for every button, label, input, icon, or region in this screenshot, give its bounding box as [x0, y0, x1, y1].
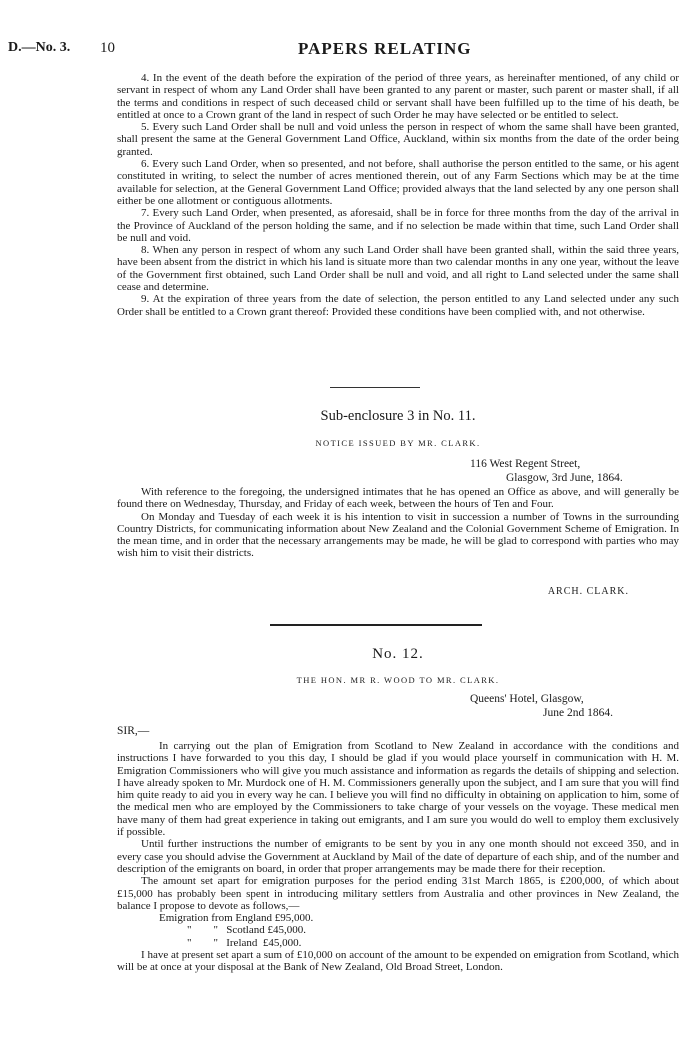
sub-enclosure-heading: Sub-enclosure 3 in No. 11.	[320, 408, 476, 424]
notice-signature: ARCH. CLARK.	[547, 586, 629, 597]
page-title: PAPERS RELATING	[298, 39, 472, 58]
letter-closing: I have at present set apart a sum of £10,000 on account of the amount to be expended on emigration from Scotland, which will be at once at your disposal at the Bank of New Zealand, Old Broad Street, London.	[117, 949, 679, 974]
salutation: SIR,—	[117, 725, 150, 737]
section-divider-thick	[270, 624, 482, 626]
letter-paragraph: In carrying out the plan of Emigration from Scotland to New Zealand in accordance with the conditions and instructions I have forwarded to you this day, I should be glad if you would place yourself in communication with H. M. Emigration Commissioners who will give you much assistance and information as regards the details of shipping and selection. I have already spoken to Mr. Murdock one of H. M. Commissioners generally upon the subject, and I am sure that you will find him quite ready to aid you in every way he can. I believe you will find no difficulty in obtaining on application to him, some of the medical men who are employed by the Commissioners to take charge of your vessels on the voyage. These medical men have many of them had great experience in taking out emigrants, and I am sure you would do well to employ them exclusively if possible.	[117, 740, 679, 839]
letter-paragraph: Until further instructions the number of emigrants to be sent by you in any one month should not exceed 350, and in every case you should advise the Government at Auckland by Mail of the date of departure of each ship, and of the number and description of the emigrants on board, in order that proper arrangements may be made there for their reception.	[117, 838, 679, 875]
section-divider	[330, 387, 420, 388]
sender-address-street: 116 West Regent Street,	[470, 458, 581, 470]
emigration-allocation: " " Ireland £45,000.	[187, 936, 302, 949]
notice-body	[117, 486, 679, 560]
letter-number: No. 12.	[372, 646, 424, 662]
letter-address: Queens' Hotel, Glasgow,	[470, 693, 584, 705]
page-header	[0, 40, 700, 60]
regulation-9: 9. At the expiration of three years from the date of selection, the person entitled to any Land selected under any such Order shall be entitled to a Crown grant thereof: Provided these conditions have been complied with, and not otherwise.	[117, 293, 679, 318]
letter-subheading: THE HON. MR R. WOOD TO MR. CLARK.	[296, 675, 500, 685]
regulation-5: 5. Every such Land Order shall be null and void unless the person in respect of whom the same shall have been granted, shall present the same at the General Government Land Office, Auckland, within six months from the date of the order being granted.	[117, 121, 679, 158]
document-reference: D.—No. 3.	[8, 40, 71, 55]
page-number: 10	[100, 40, 115, 56]
letter-body	[117, 740, 679, 974]
letter-date: June 2nd 1864.	[543, 707, 613, 719]
regulations-block	[117, 72, 679, 318]
notice-paragraph: On Monday and Tuesday of each week it is his intention to visit in succession a number of Towns in the surrounding Country Districts, for communicating information about New Zealand and the Colonial Government Scheme of Emigration. In the mean time, and in order that the necessary arrangements may be made, he will be glad to correspond with parties who may wish him to visit their districts.	[117, 510, 679, 560]
letter-paragraph: The amount set apart for emigration purposes for the period ending 31st March 1865, is £200,000, of which about £15,000 has probably been spent in introducing military settlers from Australia and other provinces in New Zealand, the balance I propose to devote as follows,—	[117, 875, 679, 912]
notice-paragraph: With reference to the foregoing, the undersigned intimates that he has opened an Office as above, and will generally be found there on Wednesday, Thursday, and Friday of each week, between the hours of Ten and Four.	[117, 486, 679, 511]
sender-address-date: Glasgow, 3rd June, 1864.	[506, 472, 623, 484]
regulation-4: 4. In the event of the death before the expiration of the period of three years, as hereinafter mentioned, of any child or servant in respect of whom any Land Order shall have been granted to any parent or master, such parent or master shall, if all the terms and conditions in respect of such deceased child or servant shall have been fulfilled up to the time of his death, be entitled at once to a Crown grant of the land in respect of such Order he may have selected or be entitled to select.	[117, 72, 679, 121]
regulation-7: 7. Every such Land Order, when presented, as aforesaid, shall be in force for three months from the day of the arrival in the Province of Auckland of the person holding the same, and if no selection be made within that time, such Land Order shall be null and void.	[117, 207, 679, 244]
regulation-6: 6. Every such Land Order, when so presented, and not before, shall authorise the person entitled to the same, or his agent constituted in writing, to select the number of acres mentioned therein, out of any Farm Sections which may be at the time available for selection, at the General Government Land Office; provided always that the land selected by any one person shall either be one allotment or contiguous allotments.	[117, 158, 679, 207]
emigration-allocation: Emigration from England £95,000.	[159, 912, 314, 925]
emigration-allocation: " " Scotland £45,000.	[187, 924, 306, 937]
sub-enclosure-subheading: NOTICE ISSUED BY MR. CLARK.	[315, 438, 481, 448]
regulation-8: 8. When any person in respect of whom any such Land Order shall have been granted shall, within the said three years, have been absent from the district in which his land is situate more than two calendar months in any one year, without the leave of the Government first obtained, such Land Order shall be null and void, and all right to Land selected under the same shall cease and determine.	[117, 244, 679, 294]
